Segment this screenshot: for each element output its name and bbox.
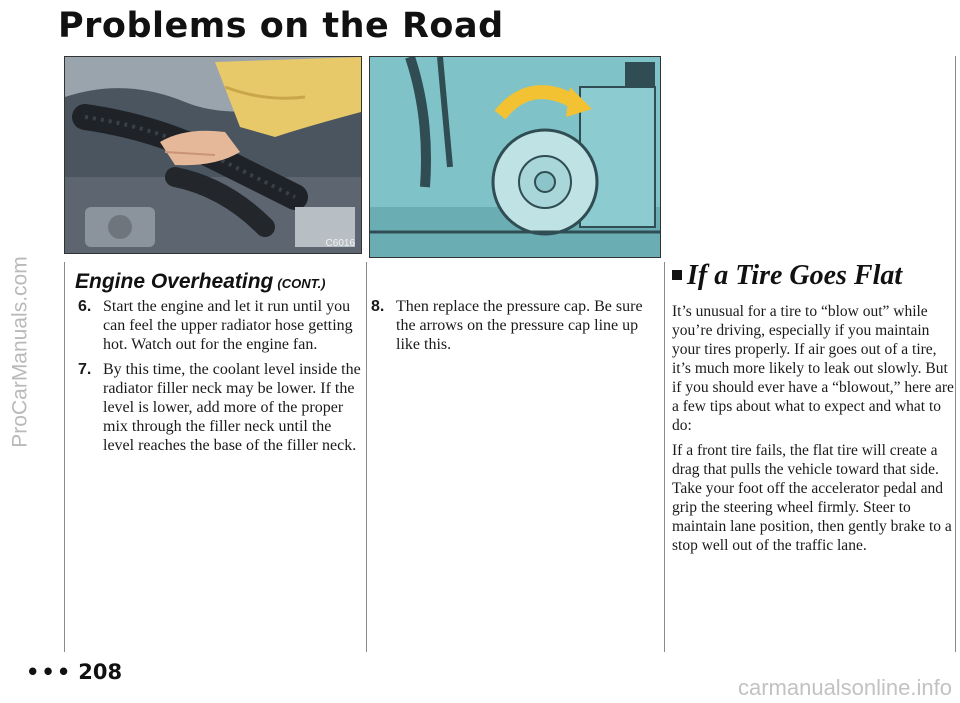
step-number: 8. [371, 298, 385, 315]
column-divider [64, 262, 65, 652]
flat-tire-heading [672, 260, 902, 292]
page-number-value: 208 [78, 660, 123, 684]
step-text: Then replace the pressure cap. Be sure the arrows on the pressure cap line up like this. [396, 298, 643, 353]
page-number [26, 660, 122, 684]
step-text: By this time, the coolant level inside the radiator filler neck may be lower. If the level is lower, add more of the proper mix through the filler neck until the level reaches the base of the filler neck. [103, 361, 361, 454]
column-divider [366, 262, 367, 652]
page-number-dots: ••• [26, 660, 73, 684]
column-divider [664, 262, 665, 652]
flat-tire-body [672, 302, 954, 561]
heading-suffix: (CONT.) [277, 276, 326, 291]
side-watermark-text: ProCarManuals.com [9, 255, 32, 448]
step-number: 7. [78, 361, 92, 378]
page-title: Problems on the Road [58, 6, 504, 46]
step-text: Start the engine and let it run until you can feel the upper radiator hose getting hot. Watch out for the engine fan. [103, 298, 353, 353]
radiator-hose-photo [64, 56, 362, 254]
pressure-cap-photo [369, 56, 661, 258]
photo-code: C6016 [325, 238, 355, 249]
side-watermark [2, 0, 40, 703]
step-item [78, 297, 363, 354]
radiator-hose-illustration [65, 57, 361, 253]
pressure-cap-illustration [370, 57, 660, 257]
heading-text: Engine Overheating [75, 270, 274, 293]
square-bullet-icon [672, 270, 682, 280]
steps-left-column [78, 297, 363, 461]
engine-overheating-heading [75, 270, 326, 294]
step-number: 6. [78, 298, 92, 315]
bottom-watermark: carmanualsonline.info [737, 675, 952, 700]
step-item [78, 360, 363, 455]
heading-text: If a Tire Goes Flat [687, 260, 903, 291]
paragraph: If a front tire fails, the flat tire will create a drag that pulls the vehicle toward that side. Take your foot off the accelerator pedal and grip the steering wheel firmly. Steer to maintain lane position, then gently brake to a stop well out of the traffic lane. [672, 442, 952, 554]
steps-middle-column [371, 297, 656, 360]
column-divider [955, 56, 956, 652]
step-item [371, 297, 656, 354]
paragraph: It’s unusual for a tire to “blow out” while you’re driving, especially if you maintain your tires properly. If air goes out of a tire, it’s much more likely to leak out slowly. But if you should ever have a “blowout,” here are a few tips about what to expect and what to do: [672, 303, 954, 434]
